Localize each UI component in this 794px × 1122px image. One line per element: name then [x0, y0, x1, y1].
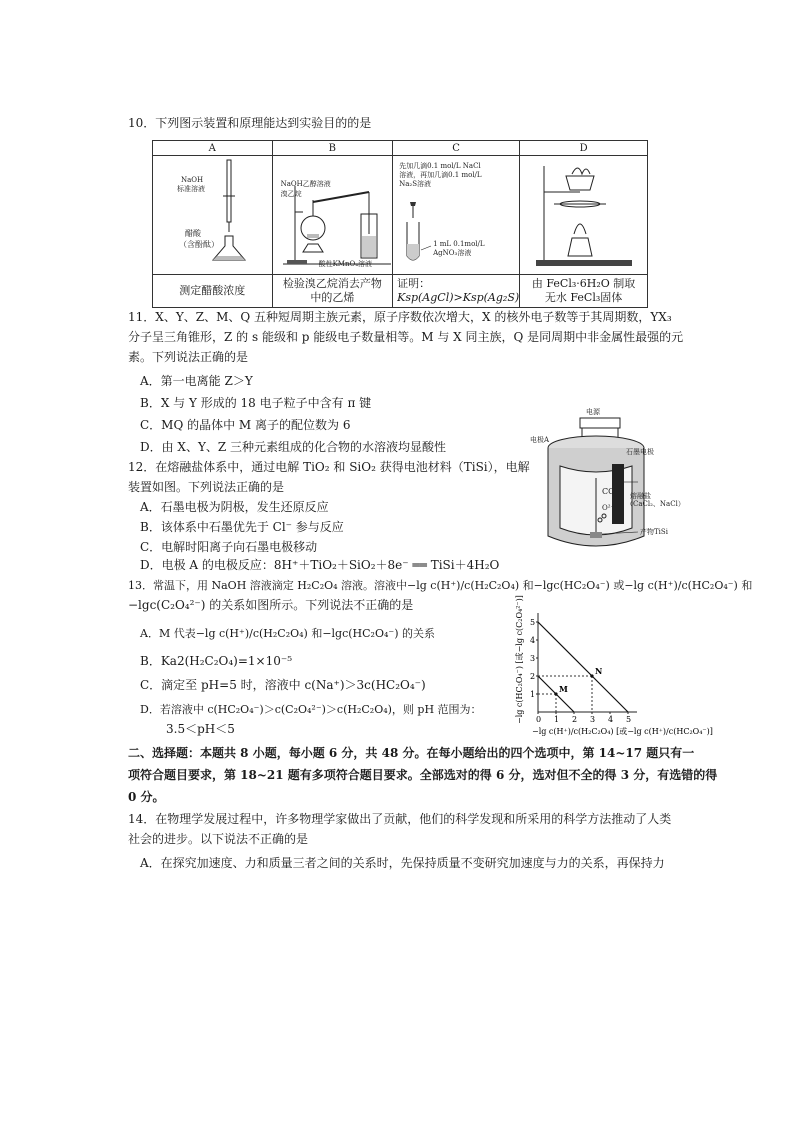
q13-option-d-range: 3.5＜pH＜5: [166, 722, 235, 736]
point-M: [554, 692, 557, 695]
label-melt-2: （CaCl₂、NaCl）: [626, 500, 685, 508]
q11-option-c: C．MQ 的晶体中 M 离子的配位数为 6: [140, 418, 351, 432]
electrolysis-figure: [530, 408, 685, 556]
fig-a-label-4: （含酚酞）: [179, 240, 219, 249]
q12-line-1: 12．在熔融盐体系中，通过电解 TiO₂ 和 SiO₂ 获得电池材料（TiSi），电解: [128, 460, 530, 474]
section2-line-3: 0 分。: [128, 790, 165, 804]
col-header-c: C: [393, 141, 520, 156]
caption-b-line1: 检验溴乙烷消去产物: [282, 277, 382, 290]
label-graphite: 石墨电极: [626, 448, 654, 456]
point-label-N: N: [595, 666, 603, 676]
fig-b-label-2: 溴乙烷: [280, 190, 302, 198]
caption-d-line1: 由 FeCl₃·6H₂O 制取: [531, 277, 636, 290]
graph-y-tick-label: 2: [530, 672, 536, 681]
titration-apparatus-icon: [153, 156, 277, 274]
caption-d-line2: 无水 FeCl₃固体: [544, 291, 623, 304]
apparatus-b: [272, 156, 393, 275]
caption-d: [520, 275, 648, 308]
label-electrode-a: 电极A: [530, 436, 550, 444]
graph-y-axis-label: −lg c(HC₂O₄⁻) [或−lg c(C₂O₄²⁻)]: [515, 595, 524, 724]
q13-line-1: 13．常温下，用 NaOH 溶液滴定 H₂C₂O₄ 溶液。溶液中−lg c(H⁺)/c(H₂C₂O₄) 和−lgc(HC₂O₄⁻) 或−lg c(H⁺)/c(HC₂O₄⁻) 和: [128, 579, 753, 592]
caption-b-line2: 中的乙烯: [310, 291, 355, 304]
section2-line-1: 二、选择题：本题共 8 小题，每小题 6 分，共 48 分。在每小题给出的四个选项中，第 14~17 题只有一: [128, 746, 695, 760]
graph-y-tick-label: 4: [530, 636, 536, 645]
graph-x-tick-label: 3: [590, 715, 596, 724]
q14-line-1: 14．在物理学发展过程中，许多物理学家做出了贡献，他们的科学发现和所采用的科学方法推动了人类: [128, 812, 672, 826]
point-N: [590, 674, 593, 677]
distillation-apparatus-icon: [273, 156, 398, 274]
q12-option-b: B．该体系中石墨优先于 Cl⁻ 参与反应: [140, 520, 344, 534]
q10-stem: 10．下列图示装置和原理能达到实验目的的是: [128, 116, 372, 130]
fig-c-label-5: AgNO₃溶液: [433, 249, 472, 257]
label-melt-1: 熔融盐: [630, 492, 651, 500]
q11-option-a: A．第一电离能 Z＞Y: [140, 374, 253, 388]
q12-option-d: D．电极 A 的电极反应：8H⁺＋TiO₂＋SiO₂＋8e⁻ ══ TiSi＋4H₂O: [140, 558, 500, 572]
caption-c-line1: 证明：: [397, 277, 431, 290]
fig-a-label-1: NaOH: [181, 176, 204, 184]
q14-line-2: 社会的进步。以下说法不正确的是: [128, 832, 309, 846]
q13-option-d: D．若溶液中 c(HC₂O₄⁻)＞c(C₂O₄²⁻)＞c(H₂C₂O₄)，则 pH 范围为：: [140, 703, 482, 716]
q13-graph: [510, 595, 713, 738]
label-power: 电源: [586, 408, 600, 416]
fig-b-label-1: NaOH乙醇溶液: [280, 180, 331, 188]
section2-line-2: 项符合题目要求，第 18~21 题有多项符合题目要求。全部选对的得 6 分，选对但不全的得 3 分，有选错的得: [128, 768, 718, 782]
series-line-N: [538, 622, 628, 712]
q11-option-d: D．由 X、Y、Z 三种元素组成的化合物的水溶液均显酸性: [140, 440, 447, 454]
q11-line-2: 分子呈三角锥形，Z 的 s 能级和 p 能级电子数量相等。M 与 X 同主族，Q 是同周期中非金属性最强的元: [128, 330, 684, 344]
graph-x-tick-label: 2: [572, 715, 578, 724]
graph-y-tick-label: 3: [530, 654, 536, 663]
q13-option-a: A．M 代表−lg c(H⁺)/c(H₂C₂O₄) 和−lgc(HC₂O₄⁻) 的关系: [140, 627, 435, 640]
caption-c-line2: Ksp(AgCl)>Ksp(Ag₂S): [397, 291, 520, 304]
graph-y-tick-label: 1: [530, 690, 536, 699]
q13-option-b: B．Ka2(H₂C₂O₄)=1×10⁻⁵: [140, 654, 293, 668]
graph-x-axis-label: −lg c(H⁺)/c(H₂C₂O₄) [或−lg c(H⁺)/c(HC₂O₄⁻)]: [532, 727, 713, 736]
graph-y-tick-label: 5: [530, 618, 536, 627]
heating-apparatus-icon: [520, 156, 650, 274]
graph-x-tick-label: 4: [608, 715, 614, 724]
label-co: CO: [602, 487, 615, 496]
fig-c-label-1: 先加几滴0.1 mol/L NaCl: [399, 162, 481, 170]
graph-x-tick-label: 5: [626, 715, 632, 724]
q12-option-a: A．石墨电极为阴极，发生还原反应: [140, 500, 329, 514]
fig-c-label-2: 溶液，再加几滴0.1 mol/L: [399, 171, 482, 179]
col-header-d: D: [520, 141, 648, 156]
q11-option-b: B．X 与 Y 形成的 18 电子粒子中含有 π 键: [140, 396, 372, 410]
fig-b-label-3: 酸性KMnO₄溶液: [318, 260, 373, 268]
q11-line-1: 11．X、Y、Z、M、Q 五种短周期主族元素，原子序数依次增大，X 的核外电子数等于其周期数，YX₃: [128, 310, 672, 324]
apparatus-a: [153, 156, 273, 275]
graph-x-tick-label: 1: [554, 715, 560, 724]
fig-a-label-3: 醋酸: [185, 229, 201, 238]
label-o2: O²⁻: [602, 504, 615, 512]
apparatus-d: [520, 156, 648, 275]
fig-c-label-3: Na₂S溶液: [399, 180, 432, 188]
caption-b: [272, 275, 393, 308]
fig-c-label-4: 1 mL 0.1mol/L: [433, 240, 485, 248]
fig-a-label-2: 标准溶液: [177, 185, 205, 193]
q11-line-3: 素。下列说法正确的是: [128, 350, 249, 364]
caption-c: [393, 275, 520, 308]
graph-x-tick-label: 0: [536, 715, 542, 724]
q13-line-2: −lgc(C₂O₄²⁻) 的关系如图所示。下列说法不正确的是: [128, 598, 414, 612]
q12-option-c: C．电解时阳离子向石墨电极移动: [140, 540, 318, 554]
col-header-a: A: [153, 141, 273, 156]
col-header-b: B: [272, 141, 393, 156]
q13-option-c: C．滴定至 pH=5 时，溶液中 c(Na⁺)＞3c(HC₂O₄⁻): [140, 678, 426, 692]
label-product: 产物TiSi: [640, 528, 668, 536]
apparatus-c: [393, 156, 520, 275]
q14-option-a: A．在探究加速度、力和质量三者之间的关系时，先保持质量不变研究加速度与力的关系，再保持力: [140, 856, 665, 870]
q12-line-2: 装置如图。下列说法正确的是: [128, 480, 285, 494]
point-label-M: M: [559, 684, 568, 694]
caption-a: 测定醋酸浓度: [153, 275, 273, 308]
q10-table: [152, 140, 648, 308]
